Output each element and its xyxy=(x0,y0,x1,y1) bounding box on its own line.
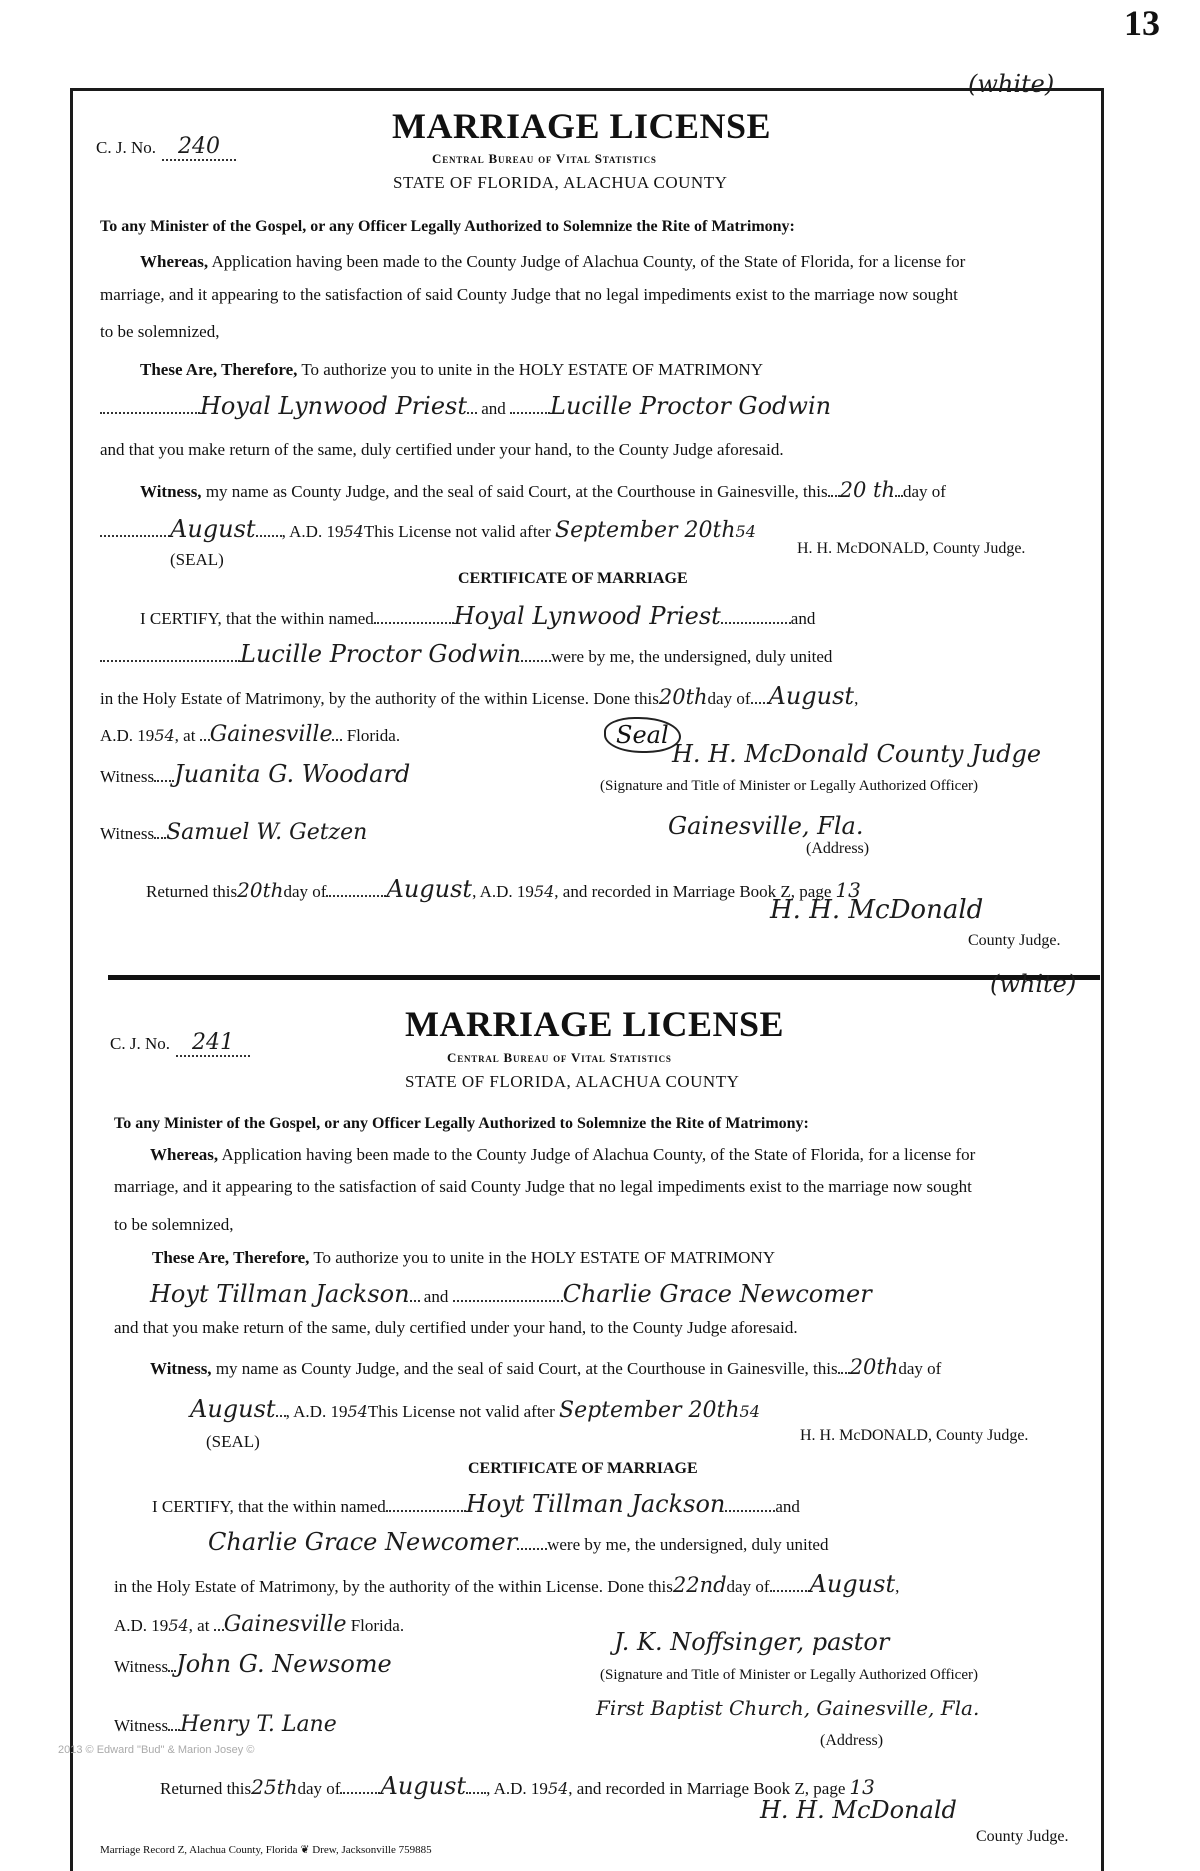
these-are-line: These Are, Therefore, To authorize you to unite in the HOLY ESTATE OF MATRIMONY xyxy=(152,1248,775,1267)
witness-2: Samuel W. Getzen xyxy=(166,820,368,845)
section-divider xyxy=(108,975,1100,980)
whereas-line-1: Whereas, Application having been made to the County Judge of Alachua County, of the State of Florida, for a license for xyxy=(150,1145,976,1164)
cert-bride-line: Charlie Grace Newcomer were by me, the undersigned, duly united xyxy=(208,1528,829,1556)
cj-number-label: C. J. No. 241 xyxy=(110,1030,250,1055)
address-label: (Address) xyxy=(806,840,870,857)
license-title: MARRIAGE LICENSE xyxy=(392,106,772,146)
witness-line: Witness, my name as County Judge, and the seal of said Court, at the Courthouse in Gainesville, this 20thday of xyxy=(150,1355,942,1379)
certificate-title: CERTIFICATE OF MARRIAGE xyxy=(468,1460,698,1477)
date-line: August , A.D. 1954This License not valid after September 20th54 xyxy=(190,1395,760,1423)
sig-title-label: (Signature and Title of Minister or Legally Authorized Officer) xyxy=(600,1667,978,1683)
certify-line: I CERTIFY, that the within named Hoyal Lynwood Priest and xyxy=(140,602,816,630)
witness-month: August xyxy=(190,1395,276,1423)
cj-number: 241 xyxy=(176,1030,250,1057)
whereas-line-2: marriage, and it appearing to the satisfaction of said County Judge that no legal impediments exist to the marriage now sought xyxy=(100,285,958,304)
these-are-line: These Are, Therefore, To authorize you to unite in the HOLY ESTATE OF MATRIMONY xyxy=(140,360,763,379)
record-page: 13 xyxy=(835,878,861,902)
cert-bride: Lucille Proctor Godwin xyxy=(240,640,522,668)
cert-bride-line: Lucille Proctor Godwin were by me, the undersigned, duly united xyxy=(100,640,832,668)
returned-month: August xyxy=(386,875,473,903)
seal-stamp: Seal xyxy=(604,717,681,753)
page-number: 13 xyxy=(1124,3,1160,43)
addressee: To any Minister of the Gospel, or any Officer Legally Authorized to Solemnize the Rite of Matrimony: xyxy=(114,1115,809,1132)
judge-printed-name: H. H. McDONALD, County Judge. xyxy=(800,1427,1029,1444)
race-note: (white) xyxy=(968,70,1055,98)
state-county: STATE OF FLORIDA, ALACHUA COUNTY xyxy=(405,1072,740,1091)
seal-label: (SEAL) xyxy=(170,550,224,569)
witness-1-line: Witness Juanita G. Woodard xyxy=(100,760,411,788)
officer-address: First Baptist Church, Gainesville, Fla. xyxy=(596,1696,980,1720)
witness-2: Henry T. Lane xyxy=(180,1712,337,1737)
witness-1: John G. Newsome xyxy=(176,1650,392,1678)
cert-bride: Charlie Grace Newcomer xyxy=(208,1528,518,1556)
witness-2-line: Witness Samuel W. Getzen xyxy=(100,820,368,845)
not-valid-after: September 20th xyxy=(555,518,736,543)
officer-address: Gainesville, Fla. xyxy=(668,812,864,840)
names-line: Hoyt Tillman Jackson and Charlie Grace Newcomer xyxy=(150,1280,872,1308)
judge-printed-name: H. H. McDONALD, County Judge. xyxy=(797,540,1026,557)
sig-title-label: (Signature and Title of Minister or Legally Authorized Officer) xyxy=(600,778,978,794)
return-line: and that you make return of the same, duly certified under your hand, to the County Judge aforesaid. xyxy=(114,1318,798,1337)
county-judge-label: County Judge. xyxy=(968,932,1061,949)
returned-day: 20th xyxy=(237,878,284,902)
done-year-line: A.D. 1954, at Gainesville Florida. xyxy=(114,1612,405,1637)
bride-name: Charlie Grace Newcomer xyxy=(562,1280,872,1308)
returned-day: 25th xyxy=(251,1775,298,1799)
certificate-title: CERTIFICATE OF MARRIAGE xyxy=(458,570,688,587)
done-month: August xyxy=(809,1570,896,1598)
done-day: 22nd xyxy=(672,1573,727,1597)
holy-estate-line: in the Holy Estate of Matrimony, by the authority of the within License. Done this20thday of August, xyxy=(100,682,859,710)
done-day: 20th xyxy=(658,685,708,709)
whereas-line-3: to be solemnized, xyxy=(100,322,220,341)
whereas-line-1: Whereas, Application having been made to the County Judge of Alachua County, of the State of Florida, for a license for xyxy=(140,252,966,271)
copyright-watermark: 2013 © Edward "Bud" & Marion Josey © xyxy=(58,1744,255,1756)
returned-line: Returned this20thday of August, A.D. 1954, and recorded in Marriage Book Z, page 13 xyxy=(146,875,861,903)
bride-name: Lucille Proctor Godwin xyxy=(550,392,832,420)
whereas-line-3: to be solemnized, xyxy=(114,1215,234,1234)
witness-month: August xyxy=(170,515,256,543)
license-title: MARRIAGE LICENSE xyxy=(405,1004,785,1044)
date-line: August , A.D. 1954This License not valid after September 20th54 xyxy=(100,515,756,543)
judge-handsign: H. H. McDonald xyxy=(770,895,984,925)
officer-signature: H. H. McDonald County Judge xyxy=(672,740,1042,768)
done-place: Gainesville xyxy=(209,722,333,747)
whereas-line-2: marriage, and it appearing to the satisfaction of said County Judge that no legal impediments exist to the marriage now sought xyxy=(114,1177,972,1196)
officer-signature: J. K. Noffsinger, pastor xyxy=(614,1628,890,1656)
certify-line: I CERTIFY, that the within named Hoyt Tillman Jackson and xyxy=(152,1490,800,1518)
not-valid-after: September 20th xyxy=(559,1398,740,1423)
seal-label: (SEAL) xyxy=(206,1432,260,1451)
cert-groom: Hoyal Lynwood Priest xyxy=(453,602,721,630)
witness-line: Witness, my name as County Judge, and the seal of said Court, at the Courthouse in Gainesville, this 20 th day of xyxy=(140,478,946,502)
cj-number-label: C. J. No. 240 xyxy=(96,134,236,159)
witness-day: 20 th xyxy=(839,478,895,502)
return-line: and that you make return of the same, duly certified under your hand, to the County Judge aforesaid. xyxy=(100,440,784,459)
address-label: (Address) xyxy=(820,1732,884,1749)
witness-day: 20th xyxy=(849,1355,899,1379)
returned-month: August xyxy=(380,1772,467,1800)
witness-1-line: Witness John G. Newsome xyxy=(114,1650,392,1678)
addressee: To any Minister of the Gospel, or any Officer Legally Authorized to Solemnize the Rite of Matrimony: xyxy=(100,218,795,235)
witness-2-line: Witness Henry T. Lane xyxy=(114,1712,337,1737)
done-place: Gainesville xyxy=(223,1612,347,1637)
witness-1: Juanita G. Woodard xyxy=(174,760,411,788)
returned-line: Returned this25thday of August , A.D. 1954, and recorded in Marriage Book Z, page 13 xyxy=(160,1772,875,1800)
cj-number: 240 xyxy=(162,134,236,161)
county-judge-label: County Judge. xyxy=(976,1828,1069,1845)
record-page: 13 xyxy=(849,1775,875,1799)
cert-groom: Hoyt Tillman Jackson xyxy=(465,1490,726,1518)
bureau-subtitle: Central Bureau of Vital Statistics xyxy=(447,1050,672,1065)
done-year-line: A.D. 1954, at Gainesville Florida. xyxy=(100,722,401,747)
judge-handsign: H. H. McDonald xyxy=(760,1796,957,1824)
state-county: STATE OF FLORIDA, ALACHUA COUNTY xyxy=(393,173,728,192)
groom-name: Hoyt Tillman Jackson xyxy=(150,1280,410,1308)
bureau-subtitle: Central Bureau of Vital Statistics xyxy=(432,151,657,166)
groom-name: Hoyal Lynwood Priest xyxy=(200,392,467,420)
race-note: (white) xyxy=(990,970,1077,998)
names-line: Hoyal Lynwood Priest and Lucille Proctor Godwin xyxy=(100,392,831,420)
footer-printer-mark: Marriage Record Z, Alachua County, Florida ❦ Drew, Jacksonville 759885 xyxy=(100,1844,432,1856)
holy-estate-line: in the Holy Estate of Matrimony, by the authority of the within License. Done this22ndday of August, xyxy=(114,1570,900,1598)
done-month: August xyxy=(768,682,855,710)
